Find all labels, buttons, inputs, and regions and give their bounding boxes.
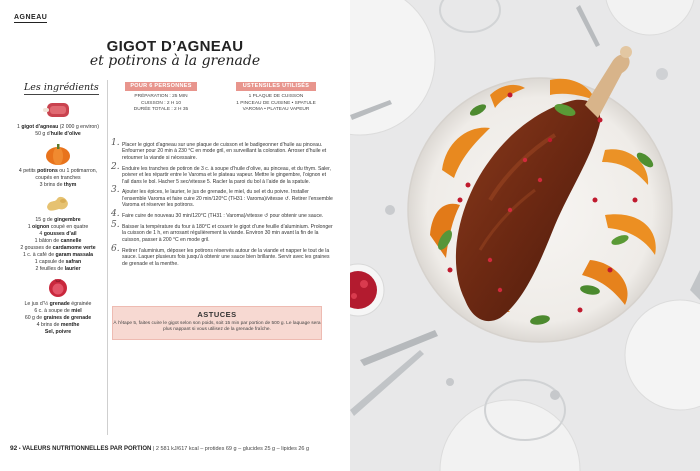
- step-number: 3.: [111, 185, 120, 196]
- step-number: 2.: [111, 161, 120, 172]
- ingredient-item: 15 g de gingembre: [35, 217, 81, 223]
- ingredient-item: 2 gousses de cardamome verte: [20, 245, 96, 251]
- recipe-steps: [111, 138, 333, 272]
- utensils-info: 1 PLAQUE DE CUISSON 1 PINCEAU DE CUISINE • SPATULE VAROMA • PLATEAU VAPEUR: [236, 94, 316, 112]
- food-photo-page: [350, 0, 700, 471]
- ingredient-item: 4 gousses d’ail: [39, 231, 77, 237]
- recipe-subtitle: et potirons à la grenade: [89, 53, 261, 69]
- recipe-title: GIGOT D’AGNEAU: [106, 38, 244, 55]
- column-divider: [107, 80, 108, 435]
- recipe-step: 4. Faire cuire de nouveau 30 min/120°C (TH31 : Varoma)/vitesse ↺ pour obtenir une sauce.: [111, 209, 324, 220]
- nutrition-label: VALEURS NUTRITIONNELLES PAR PORTION: [22, 446, 152, 452]
- ingredient-item: 3 brins de thym: [39, 182, 77, 188]
- ingredient-item: 2 feuilles de laurier: [35, 266, 81, 272]
- ingredient-item: 4 brins de menthe: [36, 322, 80, 328]
- ingredients-heading: Les ingrédients: [24, 82, 99, 93]
- ingredient-item: 1 oignon coupé en quatre: [27, 224, 89, 230]
- recipe-step: 2. Enduire les tranches de potiron de 3 c. à soupe d’huile d’olive, au pinceau, et du thym. Saler, poivrer et les répartir entre le Varoma et le plateau vapeur. Mettre le gingembre, l’oignon et l’ail dans le bol. Hacher 5 sec/vitesse 5. Racler la paroi du bol à l’aide de la spatule.: [111, 161, 331, 185]
- ingredient-item: 50 g d’huile d’olive: [35, 131, 81, 137]
- ingredient-item: 6 c. à soupe de miel: [34, 308, 82, 314]
- ingredients-list: [14, 98, 102, 336]
- step-number: 6.: [111, 243, 120, 254]
- servings-badge: POUR 6 PERSONNES: [125, 82, 197, 91]
- ingredient-item: 1 gigot d’agneau (2 000 g environ): [17, 124, 99, 130]
- nutrition-values: 2 581 kJ/617 kcal – protides 69 g – glucides 25 g – lipides 26 g: [155, 446, 310, 452]
- ingredient-item: Le jus d’½ grenade égrainée: [24, 301, 92, 307]
- pomegranate-icon: [43, 275, 73, 299]
- timing-info: PRÉPARATION : 25 MIN CUISSON : 2 H 10 DURÉE TOTALE : 2 H 35: [133, 94, 189, 112]
- lamb-leg-icon: [43, 98, 73, 122]
- nutrition-footer: 92 • VALEURS NUTRITIONNELLES PAR PORTION | 2 581 kJ/617 kcal – protides 69 g – glucides 25 g – lipides 26 g: [10, 445, 310, 452]
- ingredient-item: Sel, poivre: [44, 329, 72, 335]
- tips-title: ASTUCES: [197, 310, 237, 319]
- step-number: 1.: [111, 138, 120, 148]
- step-number: 5.: [111, 220, 120, 231]
- ingredient-item: 1 bâton de cannelle: [34, 238, 82, 244]
- ingredient-item: 1 c. à café de garam massala: [22, 252, 94, 258]
- ingredient-item: 60 g de graines de grenade: [24, 315, 92, 321]
- pumpkin-icon: [43, 142, 73, 166]
- recipe-step: 3. Ajouter les épices, le laurier, le jus de grenade, le miel, du sel et du poivre. Installer l’ensemble Varoma et faire cuire 20 min/120°C (TH31 : Varoma)/vitesse ↺. Retirer l’ensemble Varoma et réserver les potirons.: [111, 185, 333, 209]
- tips-text: À l’étape 5, faites cuire le gigot selon son poids, soit 15 min par portion de 500 g. Le laquage sera plus nappant si vous utilisez de la grenade fraîche.: [113, 321, 321, 333]
- page-number: 92: [10, 445, 18, 452]
- tips-box: [112, 306, 322, 340]
- section-tag: AGNEAU: [14, 14, 48, 21]
- recipe-step: 1. Placer le gigot d’agneau sur une plaque de cuisson et le badigeonner d’huile au pinceau. Enfourner pour 20 min à 230 °C en mode gril, en surveillant la coloration. Arroser d’huile et retourner la viande si nécessaire.: [111, 138, 327, 161]
- step-number: 4.: [111, 209, 120, 220]
- ingredient-item: 1 capsule de safran: [34, 259, 82, 265]
- ingredient-item: 4 petits potirons ou 1 potimarron, coupés en tranches: [18, 168, 98, 181]
- recipe-step: 5. Baisser la température du four à 180°C et couvrir le gigot d’une feuille d’aluminium. Prolonger la cuisson de 1 h, en arrosant régulièrement la viande. Environ 30 min avant la fin de la cuisson, passer à 200 °C en mode gril.: [111, 220, 333, 243]
- dish-photo: [350, 0, 700, 471]
- recipe-step: 6. Retirer l’aluminium, déposer les potirons réservés autour de la viande et napper le tout de la sauce. Laquer plusieurs fois jusqu’à obtenir une sauce bien brillante. Servir avec les graines de grenade et la menthe.: [111, 243, 330, 267]
- ginger-icon: [43, 191, 73, 215]
- utensils-badge: USTENSILES UTILISÉS: [236, 82, 316, 91]
